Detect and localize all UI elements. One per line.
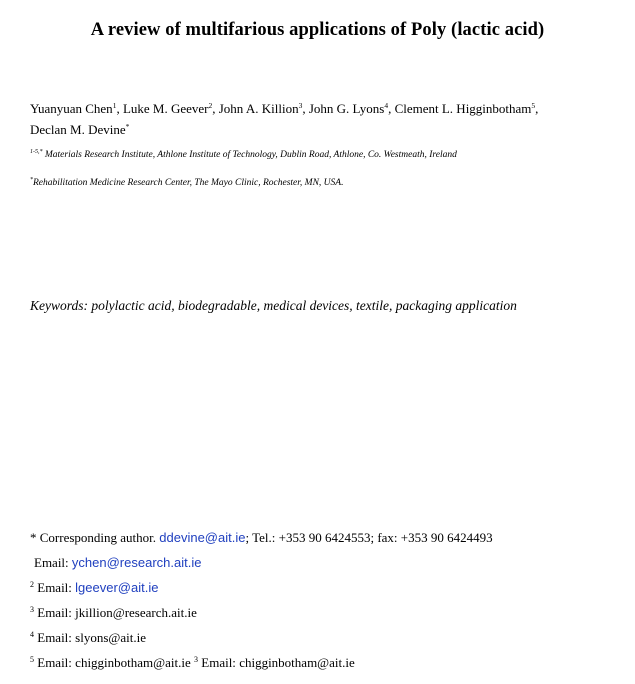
author-sup: 5 <box>531 101 536 110</box>
paper-title: A review of multifarious applications of Poly (lactic acid) <box>90 20 545 40</box>
email-link[interactable]: ychen@research.ait.ie <box>71 555 202 570</box>
corresponding-email-link[interactable]: ddevine@ait.ie <box>159 530 246 545</box>
author-sup: 1 <box>112 101 117 110</box>
author-name: Luke M. Geever <box>122 101 209 116</box>
affiliation-1 <box>30 149 457 160</box>
author-list <box>30 97 620 139</box>
corresponding-author-line <box>30 530 493 546</box>
email-sup: 3 <box>194 655 199 664</box>
email-line-2 <box>30 580 158 596</box>
email-link[interactable]: lgeever@ait.ie <box>75 580 159 595</box>
author-name: Clement L. Higginbotham <box>394 101 532 116</box>
email-label: Email: <box>201 655 240 670</box>
email-line-1 <box>34 555 201 571</box>
separator: , <box>535 101 539 116</box>
author-sup: 4 <box>384 101 389 110</box>
separator: , <box>116 101 123 116</box>
email-sup: 4 <box>30 630 34 639</box>
author-sup: 3 <box>298 101 303 110</box>
email-text: chigginbotham@ait.ie <box>239 655 355 670</box>
affiliation-text: Materials Research Institute, Athlone Institute of Technology, Dublin Road, Athlone, Co. Westmeath, Ireland <box>44 150 457 160</box>
corresponding-prefix: * Corresponding author. <box>30 530 160 545</box>
keywords-line: Keywords: polylactic acid, biodegradable, medical devices, textile, packaging application <box>30 298 517 313</box>
author-sup: 2 <box>208 101 213 110</box>
author-name: John G. Lyons <box>308 101 385 116</box>
email-text: chigginbotham@ait.ie <box>75 655 191 670</box>
email-line-3 <box>30 605 197 621</box>
email-label: Email: <box>37 630 76 645</box>
email-label: Email: <box>37 605 76 620</box>
email-sup: 2 <box>30 580 34 589</box>
separator: , <box>388 101 395 116</box>
email-label: Email: <box>37 655 76 670</box>
corresponding-suffix: ; Tel.: +353 90 6424553; fax: +353 90 6424493 <box>245 530 493 545</box>
author-sup: * <box>125 122 130 131</box>
separator: , <box>302 101 309 116</box>
email-sup: 5 <box>30 655 34 664</box>
email-text: jkillion@research.ait.ie <box>75 605 197 620</box>
author-name: Yuanyuan Chen <box>30 101 113 116</box>
email-line-5 <box>30 655 355 671</box>
email-label: Email: <box>34 555 72 570</box>
affiliation-2 <box>30 177 343 188</box>
author-name: John A. Killion <box>218 101 299 116</box>
affiliation-sup: 1-5,* <box>30 149 43 155</box>
affiliation-sup: * <box>30 177 33 183</box>
author-name: Declan M. Devine <box>30 122 126 137</box>
email-line-4 <box>30 630 146 646</box>
email-sup: 3 <box>30 605 34 614</box>
affiliation-text: Rehabilitation Medicine Research Center, The Mayo Clinic, Rochester, MN, USA. <box>33 178 344 188</box>
email-label: Email: <box>37 580 76 595</box>
separator: , <box>212 101 219 116</box>
email-text: slyons@ait.ie <box>75 630 146 645</box>
